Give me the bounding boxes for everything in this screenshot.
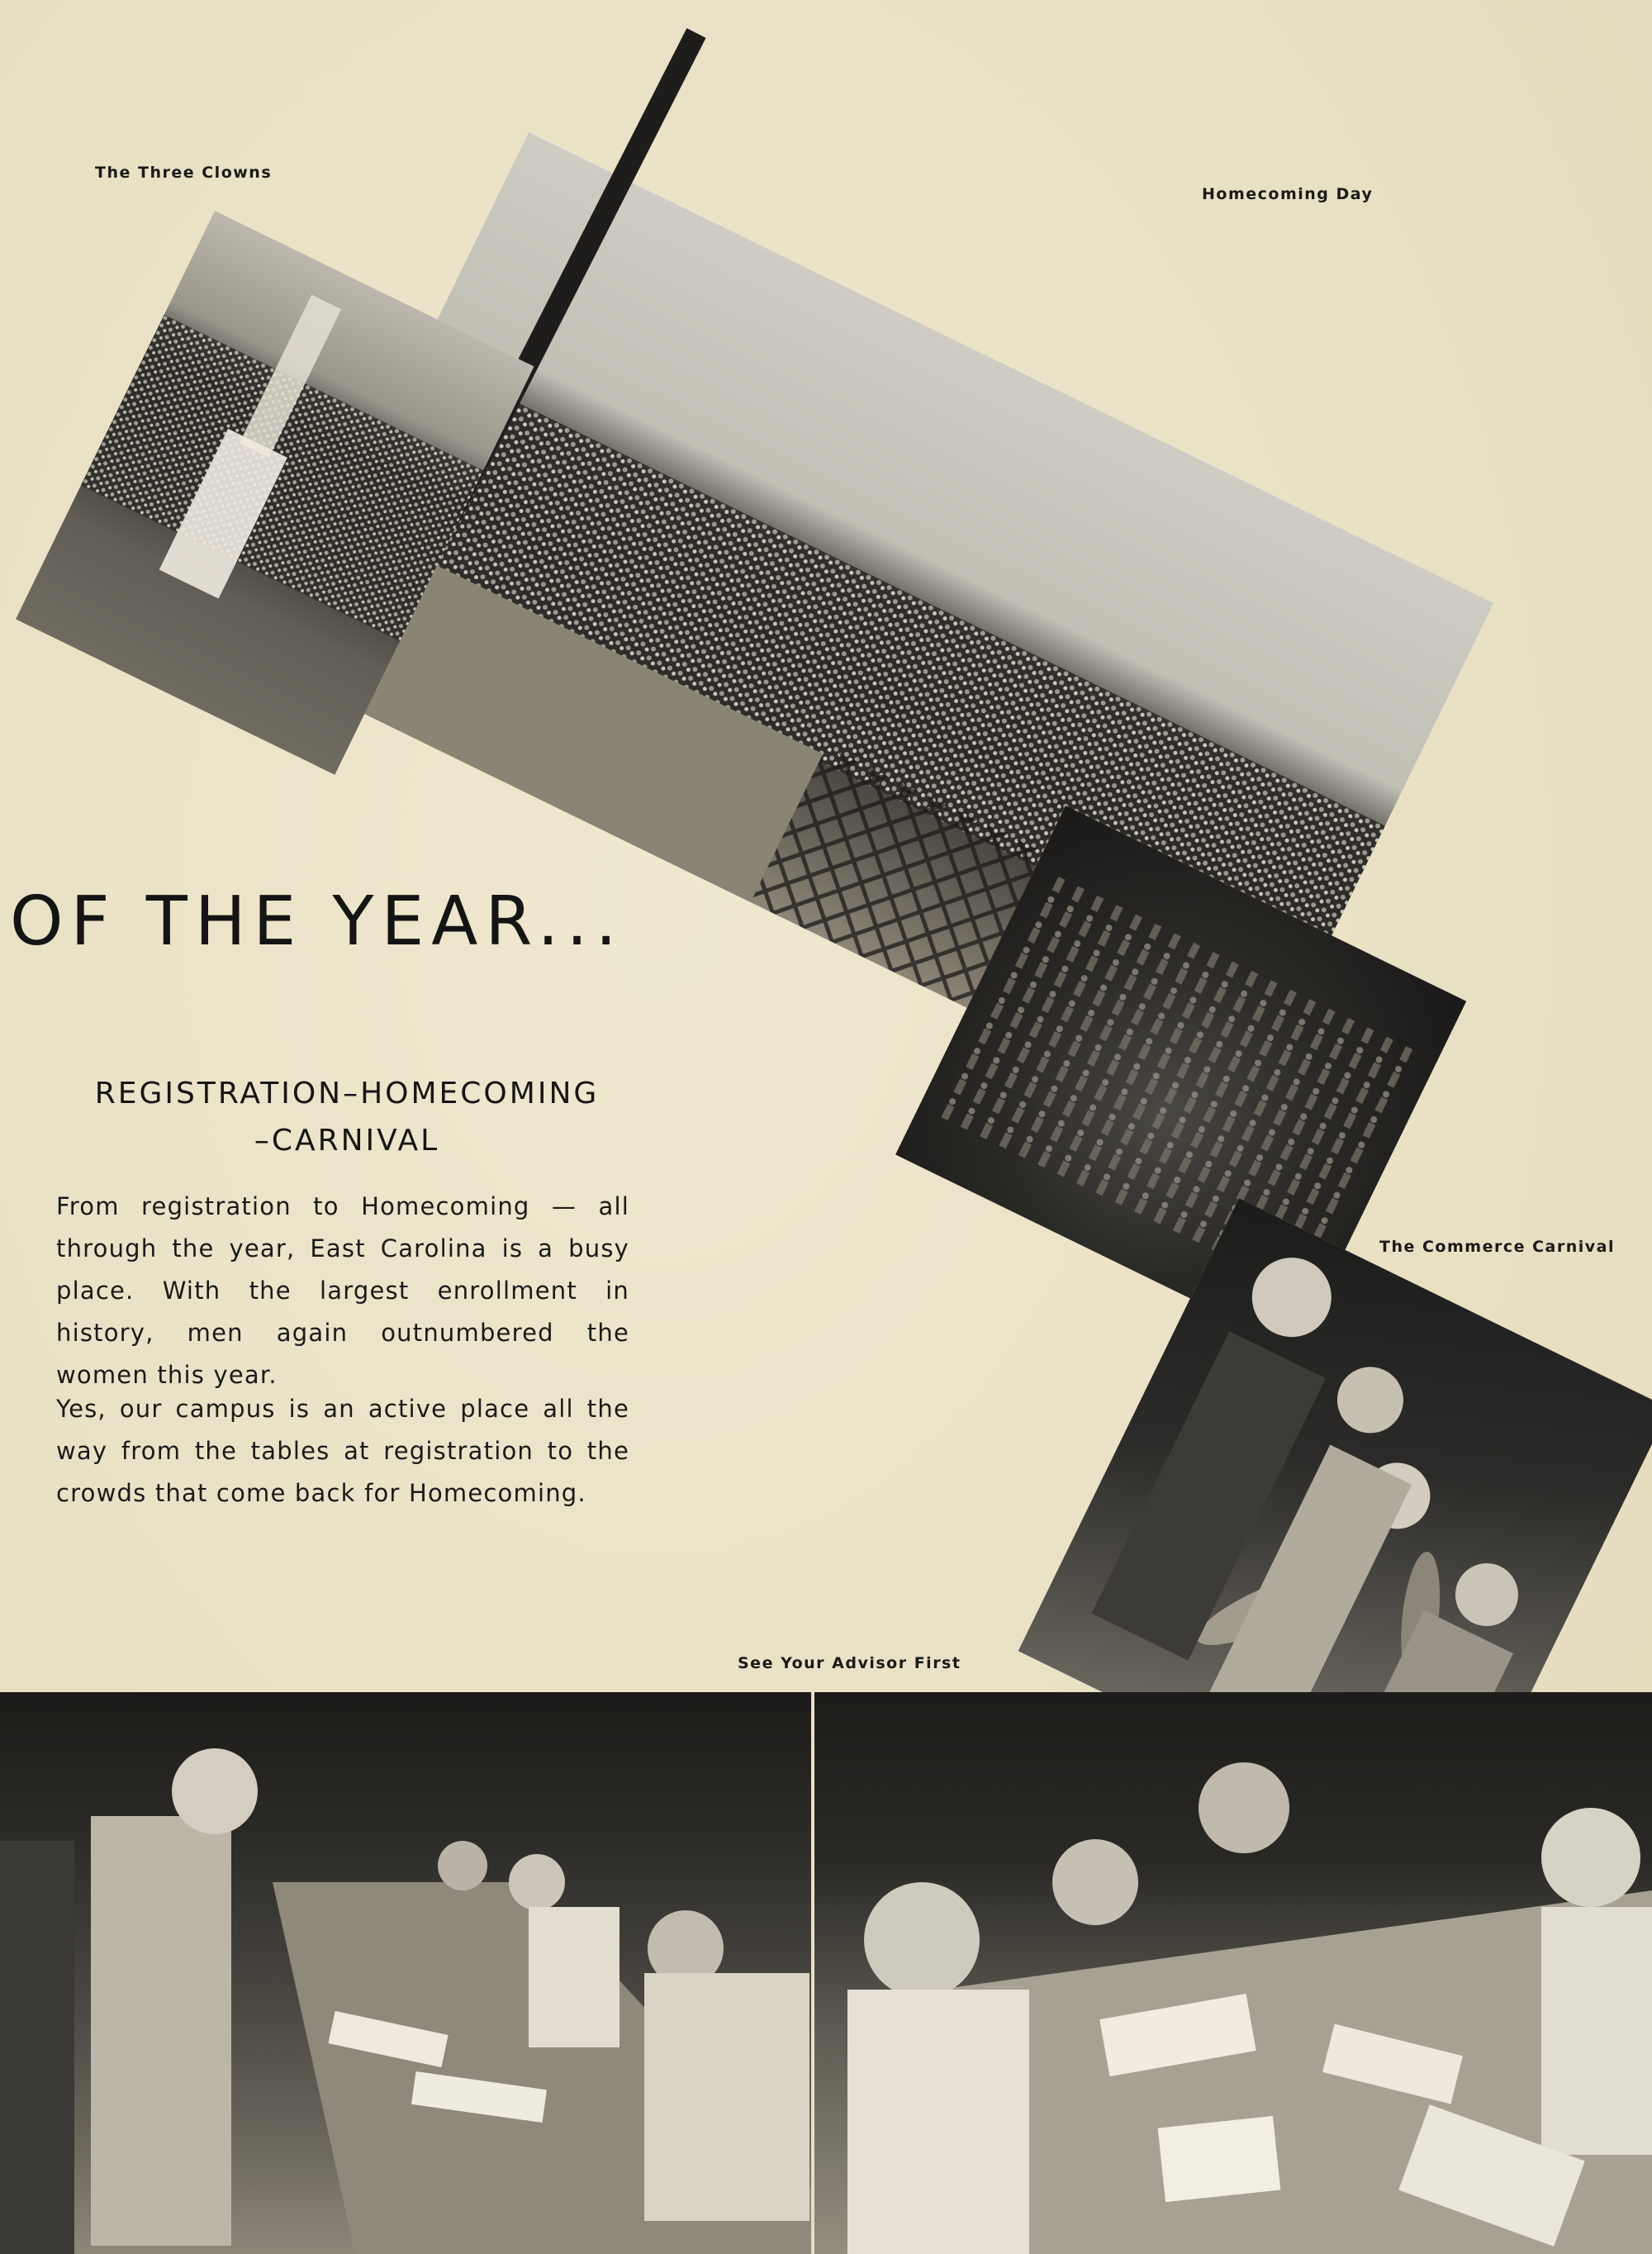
body-paragraph-1: From registration to Homecoming — all through the year, East Carolina is a busy place. With the largest enrollment in history, men again outnumbered the women this year.: [56, 1192, 629, 1389]
section-subhead: [58, 1070, 636, 1164]
page-headline: OF THE YEAR...: [10, 882, 624, 961]
body-paragraph-2: Yes, our campus is an active place all the way from the tables at registration to the crowds that come back for Homecoming.: [56, 1395, 629, 1507]
caption-homecoming-day: Homecoming Day: [1202, 185, 1374, 203]
photo-registration-left: [0, 1692, 811, 2254]
photo-registration-right: [814, 1692, 1652, 2254]
caption-see-your-advisor-first: See Your Advisor First: [738, 1654, 961, 1672]
caption-commerce-carnival: The Commerce Carnival: [1379, 1238, 1615, 1256]
subhead-line-1: REGISTRATION–HOMECOMING: [94, 1077, 600, 1110]
subhead-line-2: –CARNIVAL: [254, 1124, 440, 1158]
registration-left-texture: [0, 1692, 811, 2254]
registration-right-texture: [814, 1692, 1652, 2254]
caption-three-clowns: The Three Clowns: [95, 164, 273, 182]
